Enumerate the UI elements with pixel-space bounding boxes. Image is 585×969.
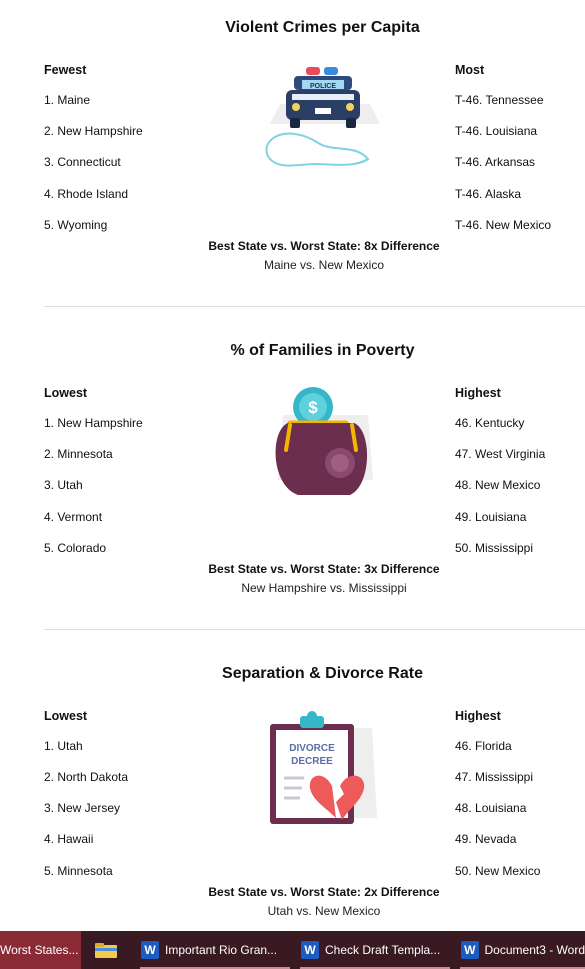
- word-icon: W: [301, 941, 319, 959]
- list-item: 4. Rhode Island: [44, 187, 129, 201]
- list-item: 4. Vermont: [44, 510, 103, 524]
- word-icon: W: [461, 941, 479, 959]
- section-title: % of Families in Poverty: [230, 342, 415, 359]
- coin-purse-icon: [268, 385, 378, 500]
- list-item: 1. Maine: [44, 93, 91, 107]
- right-column-heading: Highest: [455, 386, 501, 400]
- police-car-icon: [260, 64, 390, 176]
- section-divider: [44, 306, 585, 307]
- list-item: 49. Louisiana: [455, 510, 527, 524]
- taskbar-file-explorer[interactable]: [81, 931, 135, 969]
- best-worst-comparison: New Hampshire vs. Mississippi: [241, 581, 407, 595]
- list-item: 4. Hawaii: [44, 832, 94, 846]
- list-item: 46. Kentucky: [455, 416, 525, 430]
- taskbar-item-label: Document3 - Word: [484, 943, 585, 957]
- list-item: T-46. New Mexico: [455, 218, 552, 232]
- taskbar-item-label: Check Draft Templa...: [325, 943, 441, 957]
- list-item: 5. Colorado: [44, 541, 107, 555]
- list-item: 2. New Hampshire: [44, 124, 143, 138]
- section-title: Violent Crimes per Capita: [225, 19, 420, 36]
- list-item: 5. Minnesota: [44, 864, 113, 878]
- list-item: 5. Wyoming: [44, 218, 108, 232]
- list-item: 2. Minnesota: [44, 447, 113, 461]
- folder-icon: [95, 942, 117, 958]
- list-item: 1. New Hampshire: [44, 416, 143, 430]
- list-item: 2. North Dakota: [44, 770, 129, 784]
- section-divider: [44, 629, 585, 630]
- taskbar-item-check-draft[interactable]: [295, 931, 455, 969]
- list-item: T-46. Arkansas: [455, 155, 536, 169]
- list-item: T-46. Alaska: [455, 187, 522, 201]
- list-item: 47. Mississippi: [455, 770, 534, 784]
- left-column-heading: Lowest: [44, 709, 88, 723]
- list-item: T-46. Louisiana: [455, 124, 538, 138]
- divorce-text: DIVORCE: [289, 743, 335, 754]
- right-column-heading: Highest: [455, 709, 501, 723]
- list-item: 50. New Mexico: [455, 864, 541, 878]
- taskbar-item-label: Worst States...: [0, 943, 79, 957]
- right-column-heading: Most: [455, 63, 485, 77]
- best-worst-comparison: Utah vs. New Mexico: [267, 904, 381, 918]
- list-item: 3. New Jersey: [44, 801, 121, 815]
- list-item: 3. Utah: [44, 478, 83, 492]
- best-worst-summary: Best State vs. Worst State: 2x Difference: [208, 885, 440, 899]
- list-item: 49. Nevada: [455, 832, 517, 846]
- section-title: Separation & Divorce Rate: [222, 665, 423, 682]
- svg-text:$: $: [308, 398, 318, 417]
- best-worst-summary: Best State vs. Worst State: 8x Difference: [208, 239, 440, 253]
- best-worst-summary: Best State vs. Worst State: 3x Difference: [208, 562, 440, 576]
- taskbar-item-worst-states[interactable]: [0, 931, 81, 969]
- taskbar-item-document3[interactable]: [455, 931, 585, 969]
- list-item: 47. West Virginia: [455, 447, 546, 461]
- left-column-heading: Lowest: [44, 386, 88, 400]
- list-item: 1. Utah: [44, 739, 83, 753]
- taskbar-item-label: Important Rio Gran...: [165, 943, 278, 957]
- left-column-heading: Fewest: [44, 63, 87, 77]
- list-item: 46. Florida: [455, 739, 512, 753]
- best-worst-comparison: Maine vs. New Mexico: [263, 258, 385, 272]
- divorce-decree-icon: [262, 708, 382, 828]
- list-item: 50. Mississippi: [455, 541, 534, 555]
- taskbar: [0, 931, 585, 969]
- decree-text: DECREE: [291, 756, 333, 767]
- police-text: POLICE: [309, 83, 337, 90]
- list-item: 48. Louisiana: [455, 801, 527, 815]
- list-item: 3. Connecticut: [44, 155, 121, 169]
- word-icon: W: [141, 941, 159, 959]
- list-item: 48. New Mexico: [455, 478, 541, 492]
- list-item: T-46. Tennessee: [455, 93, 544, 107]
- taskbar-item-rio-grande[interactable]: [135, 931, 295, 969]
